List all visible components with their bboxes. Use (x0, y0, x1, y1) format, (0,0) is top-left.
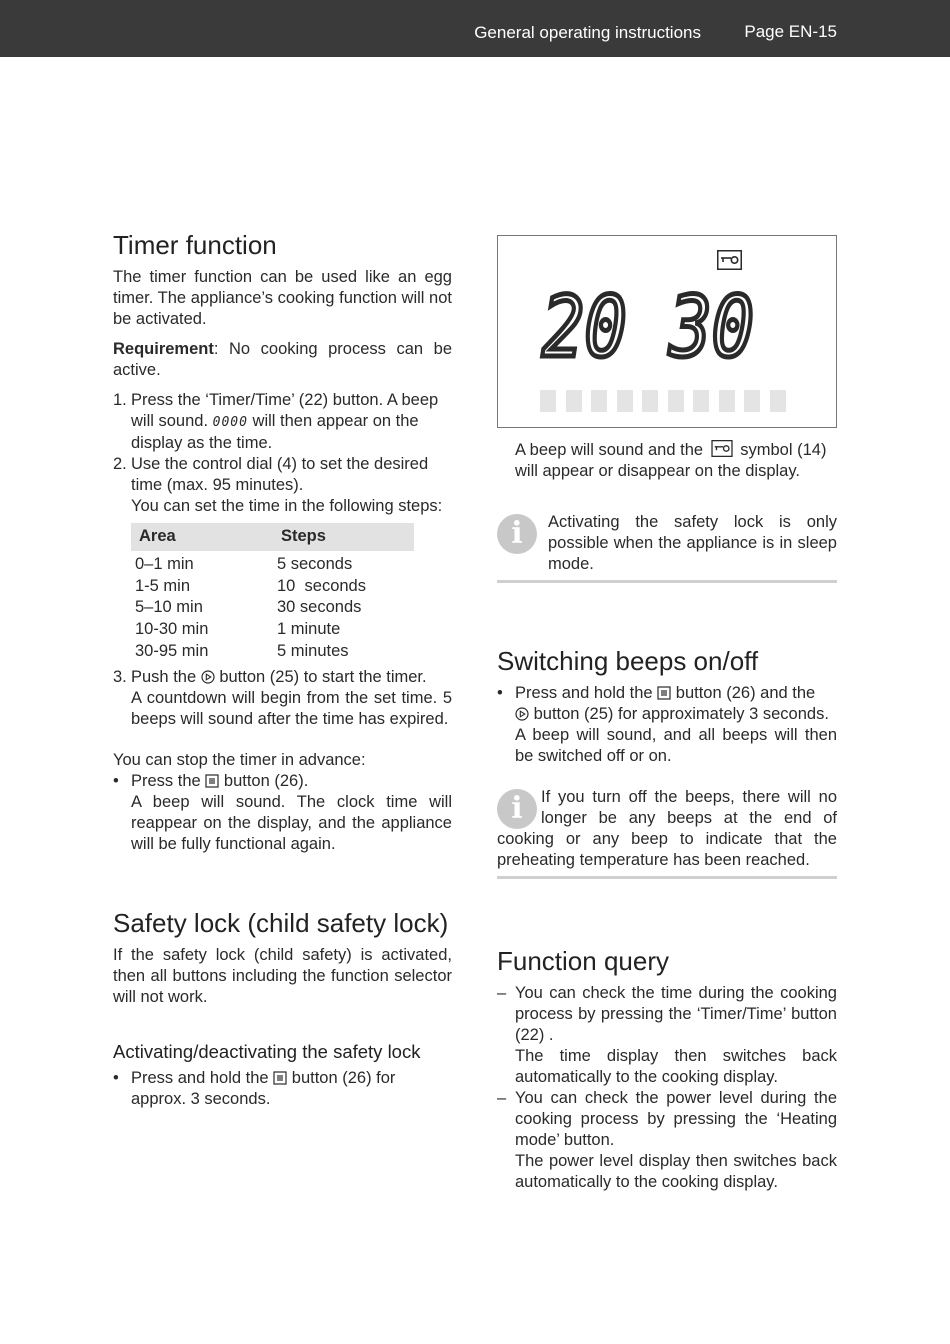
beeps-text-c: button (25) for approximately 3 seconds. (533, 705, 829, 723)
caption-text-a: A beep will sound and the (515, 441, 704, 459)
safety-text-b: button (26) for approx. 3 seconds. (131, 1068, 396, 1108)
lcd-digits-text: 20 30 (542, 278, 754, 376)
requirement-text: : No cooking process can be active. (113, 340, 452, 379)
beeps-title: Switching beeps on/off (497, 646, 759, 676)
timer-step-2 (113, 454, 452, 496)
table-cell: 10-30 min (135, 620, 209, 639)
step2-text: Use the control dial (4) to set the desired time (max. 95 minutes). (131, 455, 429, 494)
timer-step-1 (113, 390, 452, 454)
table-cell: 5–10 min (135, 598, 203, 617)
beeps-text-b: button (26) and the (675, 684, 816, 702)
table-row (131, 619, 414, 641)
table-cell: 5 minutes (277, 641, 349, 660)
info-note-beeps (497, 787, 837, 879)
step3-text-a: Push the (131, 667, 197, 686)
table-row (131, 576, 414, 598)
safety-intro: If the safety lock (child safety) is activated, then all buttons including the function selector will not work. (113, 945, 452, 1006)
table-cell: 10 seconds (277, 576, 366, 595)
query-title: Function query (497, 946, 669, 976)
lcd-segment (693, 390, 709, 412)
time-steps-table (131, 523, 414, 662)
query-item-2: – You can check the power level during the cooking process by pressing the ‘Heating mode’ button. (497, 1089, 837, 1149)
key-lock-icon (717, 250, 742, 270)
lcd-segment (719, 390, 735, 412)
timer-requirement (113, 339, 452, 381)
lcd-segment (617, 390, 633, 412)
appliance-display-illustration (497, 235, 837, 428)
table-cell: 30-95 min (135, 641, 209, 660)
stop-square-icon (205, 774, 219, 788)
timer-step-3 (113, 667, 452, 688)
timer-title: Timer function (113, 230, 277, 260)
play-circle-icon (515, 707, 529, 721)
requirement-label: Requirement (113, 340, 214, 358)
table-row (131, 554, 414, 576)
timer-intro: The timer function can be used like an egg timer. The appliance’s cooking function will not be activated. (113, 268, 452, 328)
lcd-segment-bar (540, 390, 795, 412)
play-circle-icon (201, 670, 215, 684)
query-item-subtext: The power level display then switches back automatically to the cooking display. (515, 1152, 837, 1191)
safety-title: Safety lock (child safety lock) (113, 907, 449, 938)
query-item-subtext: The time display then switches back automatically to the cooking display. (515, 1047, 837, 1086)
step-number: 2. (113, 455, 127, 473)
stop-square-icon (657, 686, 671, 700)
step-number: 1. (113, 391, 127, 409)
step1-text-a: Press the ‘Timer/Time’ (22) button. A beep will sound. (131, 391, 439, 430)
lcd-segment (744, 390, 760, 412)
lcd-segment (540, 390, 556, 412)
table-cell: 5 seconds (277, 555, 353, 574)
table-row (131, 597, 414, 619)
info-icon: i (497, 789, 537, 829)
table-cell: 1 minute (277, 620, 341, 639)
stop-text-b: button (26). (223, 771, 309, 790)
left-column (113, 229, 452, 1110)
lcd-segment (591, 390, 607, 412)
safety-text-a: Press and hold the (131, 1068, 269, 1087)
step3-text-b: button (25) to start the timer. (219, 667, 427, 686)
info-note-text: If you turn off the beeps, there will no longer be any beeps at the end of cooking or any beep to indicate that the preheating temperature has been reached. (497, 788, 837, 869)
lcd-code: 0000 (212, 415, 248, 430)
key-lock-icon (708, 440, 736, 457)
table-header-row (131, 523, 414, 551)
right-column (497, 235, 837, 1193)
safety-bullet: • Press and hold the button (26) for approx. 3 seconds. (113, 1068, 396, 1108)
lcd-segment (668, 390, 684, 412)
table-header-area: Area (131, 523, 273, 551)
stop-square-icon (273, 1071, 287, 1085)
stop-intro: You can stop the timer in advance: (113, 750, 366, 769)
info-note-text: Activating the safety lock is only possible when the appliance is in sleep mode. (548, 513, 837, 573)
beeps-bullet: • Press and hold the button (26) and the button (25) for approximately 3 seconds. (497, 684, 829, 723)
step2-subtext: You can set the time in the following steps: (131, 497, 443, 515)
table-cell: 1-5 min (135, 576, 191, 595)
page-header (0, 0, 950, 57)
query-item-text: You can check the time during the cooking process by pressing the ‘Timer/Time’ button (22) . (515, 984, 837, 1044)
query-item-1: – You can check the time during the cooking process by pressing the ‘Timer/Time’ button (22) . (497, 984, 837, 1044)
info-note-safety (497, 512, 837, 583)
beeps-text-a: Press and hold the (515, 684, 653, 702)
safety-subtitle: Activating/deactivating the safety lock (113, 1040, 421, 1062)
info-icon: i (497, 514, 537, 554)
stop-bullet: • Press the button (26). (113, 771, 309, 790)
table-header-steps: Steps (273, 523, 414, 551)
query-item-text: You can check the power level during the cooking process by pressing the ‘Heating mode’ button. (515, 1089, 837, 1149)
lcd-segment (770, 390, 786, 412)
beeps-subtext: A beep will sound, and all beeps will then be switched off or on. (515, 726, 837, 765)
lcd-digits (542, 278, 762, 376)
table-row (131, 640, 414, 662)
lcd-segment (642, 390, 658, 412)
stop-subtext: A beep will sound. The clock time will reappear on the display, and the appliance will be fully functional again. (131, 792, 452, 853)
step3-subtext: A countdown will begin from the set time. 5 beeps will sound after the time has expired. (131, 688, 452, 728)
header-section-title: General operating instructions (474, 23, 701, 42)
step1-text-b: will then appear on the display as the time. (131, 412, 419, 452)
table-cell: 0–1 min (135, 555, 194, 574)
step-number: 3. (113, 667, 127, 686)
display-caption (497, 440, 837, 482)
caption-text-b: symbol (14) will appear or disappear on the display. (515, 441, 827, 480)
header-page-number: Page EN-15 (744, 22, 837, 41)
table-cell: 30 seconds (277, 598, 362, 617)
stop-text-a: Press the (131, 771, 201, 790)
lcd-segment (566, 390, 582, 412)
